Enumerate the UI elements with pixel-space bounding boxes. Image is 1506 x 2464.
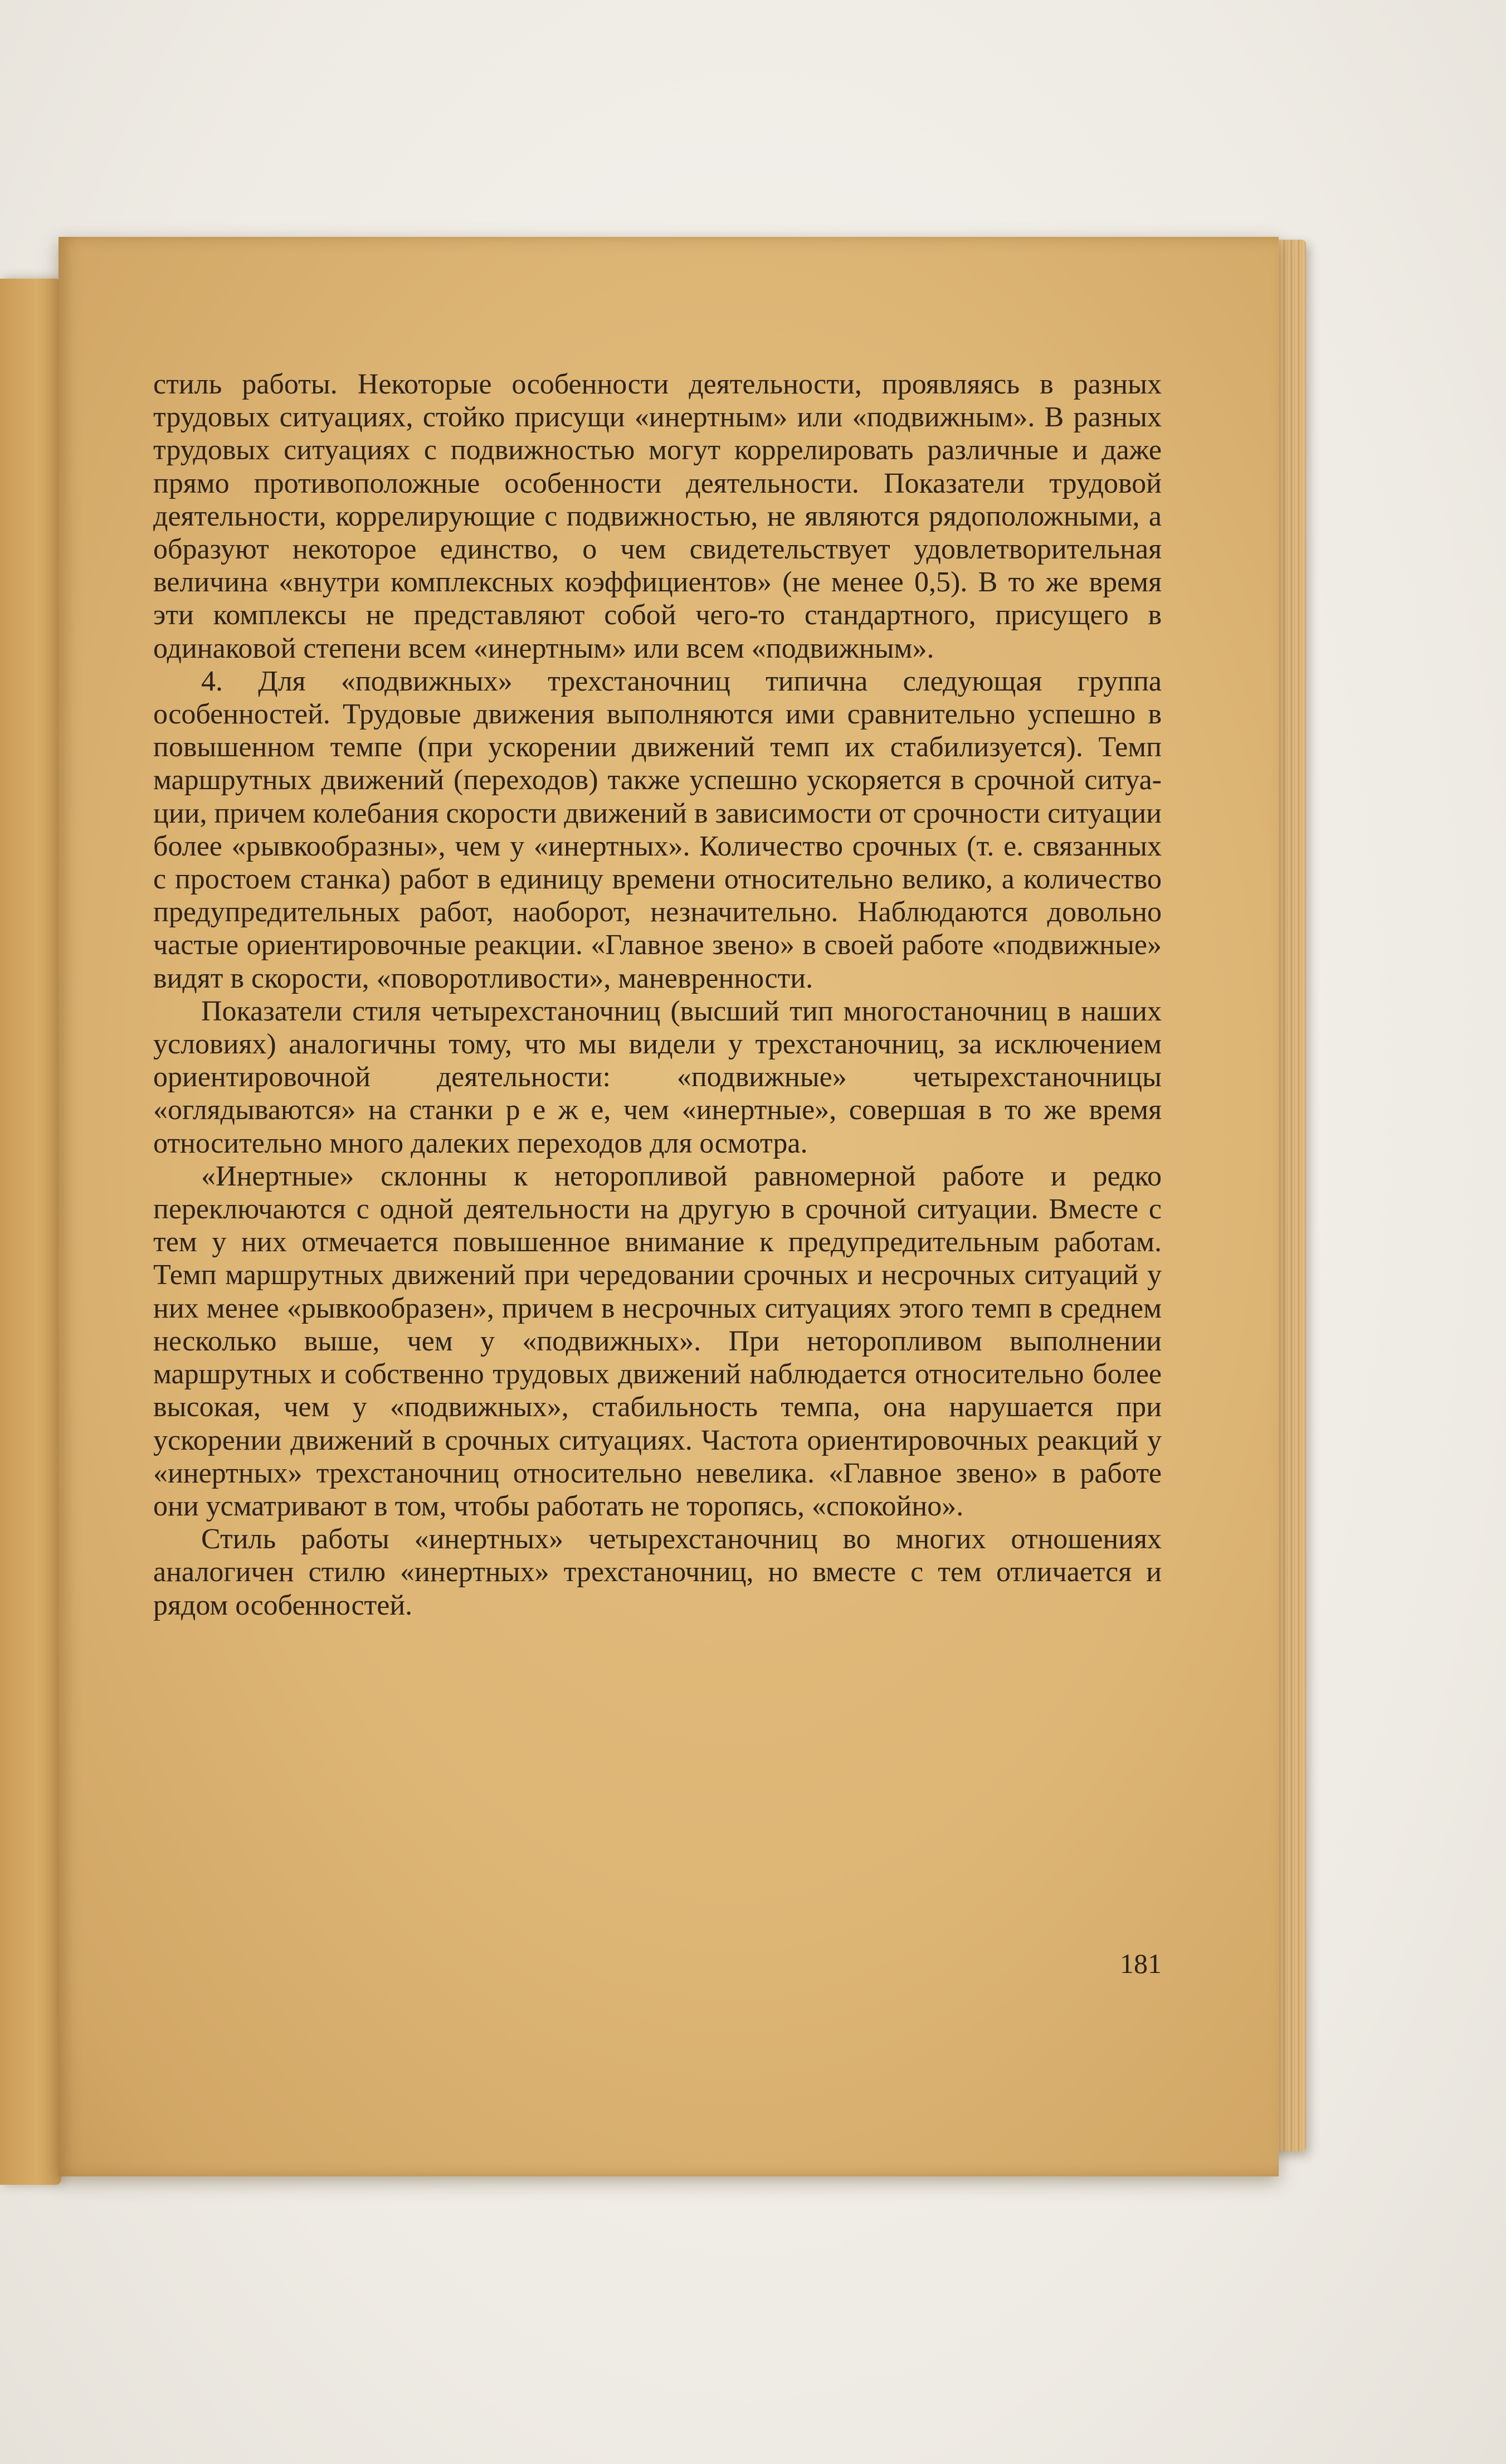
page-number: 181 (1120, 1948, 1162, 1979)
paragraph-5: Стиль работы «инертных» четырехстаночниц во многих отношениях аналогичен стилю «инертных» трехстаночниц, но вместе с тем отличается и рядом особенностей. (153, 1523, 1162, 1621)
book-page (59, 237, 1279, 2176)
paragraph-1: стиль работы. Некоторые особенности деятельности, проявляясь в разных трудовых ситуациях, стойко присущи «инертным» или «подвижным». В разных трудовых ситуациях с подвижностью могут коррелировать различные и даже прямо противоположные особенности деятельности. Показатели трудовой деятельности, коррелирующие с подвижностью, не являются рядоположными, а образуют некоторое единство, о чем свидетельствует удовлетворительная величина «внутри комплексных коэффициентов» (не менее 0,5). В то же время эти комплексы не представляют собой чего-то стандартного, присущего в одинаковой степени всем «инертным» или всем «подвижным». (153, 368, 1162, 664)
paragraph-3: Показатели стиля четырехстаночниц (высший тип многостаночниц в наших условиях) аналогичны тому, что мы видели у трехстаночниц, за исключением ориентировочной деятельности: «подвижные» четырехстаночницы «оглядываются» на станки р е ж е, чем «инертные», совершая в то же время относительно много далеких переходов для осмотра. (153, 995, 1162, 1159)
paragraph-4: «Инертные» склонны к неторопливой равномерной работе и редко переключаются с одной деятельности на другую в срочной ситуации. Вместе с тем у них отмечается повышенное внимание к предупредительным работам. Темп маршрутных движений при чередовании срочных и несрочных ситуаций у них менее «рывкообразен», причем в несрочных ситуациях этого темп в среднем несколько выше, чем у «подвижных». При неторопливом выполнении маршрутных и собственно трудовых движений наблюдается относительно более высокая, чем у «подвижных», стабильность темпа, она нарушается при ускорении движений в срочных ситуациях. Частота ориентировочных реакций у «инертных» трехстаночниц относительно невелика. «Главное звено» в работе они усматривают в том, чтобы работать не торопясь, «спокойно». (153, 1160, 1162, 1522)
left-page-edge (0, 279, 61, 2185)
paragraph-2: 4. Для «подвижных» трехстаночниц типична следующая группа особенностей. Трудовые движения выполняются ими сравнительно успешно в повышенном темпе (при ускорении движений темп их стабилизуется). Темп маршрутных движений (переходов) также успешно ускоряется в срочной ситуации, причем колебания скорости движений в зависимости от срочности ситуации более «рывкообразны», чем у «инертных». Количество срочных (т. е. связанных с простоем станка) работ в единицу времени относительно велико, а количество предупредительных работ, наоборот, незначительно. Наблюдаются довольно частые ориентировочные реакции. «Главное звено» в своей работе «подвижные» видят в скорости, «поворотливости», маневренности. (153, 665, 1162, 994)
page-body-text (153, 368, 1162, 1622)
